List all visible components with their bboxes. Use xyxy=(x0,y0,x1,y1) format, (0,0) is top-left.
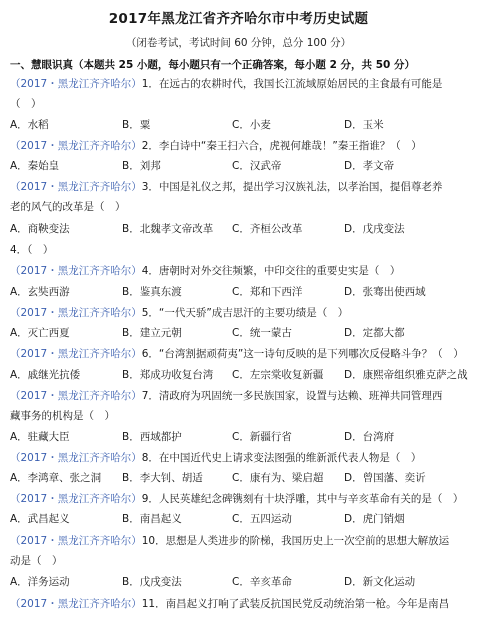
question-source: （2017・黑龙江齐齐哈尔） xyxy=(10,140,142,152)
option-b[interactable]: B．西域都护 xyxy=(122,431,182,443)
question-9-line-1: （2017・黑龙江齐齐哈尔）9．人民英雄纪念碑镌刻有十块浮雕，其中与辛亥革命有关的是（ ） xyxy=(10,493,464,505)
question-source: （2017・黑龙江齐齐哈尔） xyxy=(10,78,142,90)
question-8-line-1: （2017・黑龙江齐齐哈尔）8．在中国近代史上请求变法图强的维新派代表人物是（ ） xyxy=(10,452,422,464)
question-source: （2017・黑龙江齐齐哈尔） xyxy=(10,598,142,610)
question-source: （2017・黑龙江齐齐哈尔） xyxy=(10,307,142,319)
option-d[interactable]: D．定都大都 xyxy=(344,327,405,339)
option-c[interactable]: C．统一蒙古 xyxy=(232,327,292,339)
option-d[interactable]: D．玉米 xyxy=(344,119,384,131)
question-4-stub: 4．（ ） xyxy=(10,244,54,256)
question-source: （2017・黑龙江齐齐哈尔） xyxy=(10,181,142,193)
option-a[interactable]: A．灭亡西夏 xyxy=(10,327,70,339)
option-c[interactable]: C．五四运动 xyxy=(232,513,292,525)
option-a[interactable]: A．水稻 xyxy=(10,119,49,131)
option-a[interactable]: A．戚继光抗倭 xyxy=(10,369,81,381)
section-heading: 一、慧眼识真（本题共 25 小题，每小题只有一个正确答案，每小题 2 分，共 50 分） xyxy=(10,59,415,71)
question-source: （2017・黑龙江齐齐哈尔） xyxy=(10,452,142,464)
option-a[interactable]: A．李鸿章、张之洞 xyxy=(10,472,102,484)
question-6-line-1: （2017・黑龙江齐齐哈尔）6．“台湾割据顽荷夷”这一诗句反映的是下列哪次反侵略斗争？（ ） xyxy=(10,348,464,360)
question-source: （2017・黑龙江齐齐哈尔） xyxy=(10,493,142,505)
option-c[interactable]: C．小麦 xyxy=(232,119,271,131)
option-b[interactable]: B．南昌起义 xyxy=(122,513,182,525)
option-a[interactable]: A．驻藏大臣 xyxy=(10,431,70,443)
option-a[interactable]: A．武昌起义 xyxy=(10,513,70,525)
option-d[interactable]: D．新文化运动 xyxy=(344,576,416,588)
option-d[interactable]: D．康熙帝组织雅克萨之战 xyxy=(344,369,468,381)
exam-instructions: （闭卷考试，考试时间 60 分钟，总分 100 分） xyxy=(125,37,352,49)
option-b[interactable]: B．粟 xyxy=(122,119,151,131)
option-d[interactable]: D．孝文帝 xyxy=(344,160,395,172)
option-b[interactable]: B．李大钊、胡适 xyxy=(122,472,203,484)
option-d[interactable]: D．台湾府 xyxy=(344,431,395,443)
option-c[interactable]: C．齐桓公改革 xyxy=(232,223,303,235)
option-a[interactable]: A．商鞅变法 xyxy=(10,223,70,235)
question-11-line-1: （2017・黑龙江齐齐哈尔）11．南昌起义打响了武装反抗国民党反动统治第一枪。今年是南昌 xyxy=(10,598,450,610)
option-c[interactable]: C．左宗棠收复新疆 xyxy=(232,369,324,381)
option-c[interactable]: C．郑和下西洋 xyxy=(232,286,303,298)
question-source: （2017・黑龙江齐齐哈尔） xyxy=(10,265,142,277)
question-source: （2017・黑龙江齐齐哈尔） xyxy=(10,535,142,547)
option-a[interactable]: A．玄奘西游 xyxy=(10,286,70,298)
option-c[interactable]: C．新疆行省 xyxy=(232,431,292,443)
option-a[interactable]: A．洋务运动 xyxy=(10,576,70,588)
question-7-line-1: （2017・黑龙江齐齐哈尔）7．清政府为巩固统一多民族国家，设置与达赖、班禅共同管理西 xyxy=(10,390,443,402)
option-b[interactable]: B．刘邦 xyxy=(122,160,161,172)
question-5-line-1: （2017・黑龙江齐齐哈尔）5．“一代天骄”成吉思汗的主要功绩是（ ） xyxy=(10,307,349,319)
option-c[interactable]: C．康有为、梁启超 xyxy=(232,472,324,484)
option-b[interactable]: B．建立元朝 xyxy=(122,327,182,339)
option-d[interactable]: D．戊戌变法 xyxy=(344,223,405,235)
option-d[interactable]: D．虎门销烟 xyxy=(344,513,405,525)
option-d[interactable]: D．曾国藩、奕䜣 xyxy=(344,472,426,484)
option-c[interactable]: C．辛亥革命 xyxy=(232,576,292,588)
option-b[interactable]: B．北魏孝文帝改革 xyxy=(122,223,214,235)
option-d[interactable]: D．张骞出使西域 xyxy=(344,286,426,298)
page-title: 2017年黑龙江省齐齐哈尔市中考历史试题 xyxy=(108,11,369,27)
question-1-line-2: （ ） xyxy=(10,98,42,110)
option-b[interactable]: B．郑成功收复台湾 xyxy=(122,369,214,381)
question-10-line-1: （2017・黑龙江齐齐哈尔）10．思想是人类进步的阶梯，我国历史上一次空前的思想大解放运 xyxy=(10,535,450,547)
question-3-line-2: 老的风气的改革是（ ） xyxy=(10,201,126,213)
question-4-line-1: （2017・黑龙江齐齐哈尔）4．唐朝时对外交往频繁，中印交往的重要史实是（ ） xyxy=(10,265,401,277)
option-b[interactable]: B．鉴真东渡 xyxy=(122,286,182,298)
question-10-line-2: 动是（ ） xyxy=(10,555,63,567)
question-3-line-1: （2017・黑龙江齐齐哈尔）3．中国是礼仪之邦，提出学习汉族礼法，以孝治国，提倡尊老养 xyxy=(10,181,443,193)
question-source: （2017・黑龙江齐齐哈尔） xyxy=(10,348,142,360)
option-a[interactable]: A．秦始皇 xyxy=(10,160,60,172)
question-2-line-1: （2017・黑龙江齐齐哈尔）2．李白诗中“秦王扫六合，虎视何雄哉！”秦王指谁？（ ） xyxy=(10,140,422,152)
option-b[interactable]: B．戊戌变法 xyxy=(122,576,182,588)
question-7-line-2: 藏事务的机构是（ ） xyxy=(10,410,115,422)
question-source: （2017・黑龙江齐齐哈尔） xyxy=(10,390,142,402)
option-c[interactable]: C．汉武帝 xyxy=(232,160,282,172)
question-1-line-1: （2017・黑龙江齐齐哈尔）1．在远古的农耕时代，我国长江流域原始居民的主食最有可能是 xyxy=(10,78,443,90)
